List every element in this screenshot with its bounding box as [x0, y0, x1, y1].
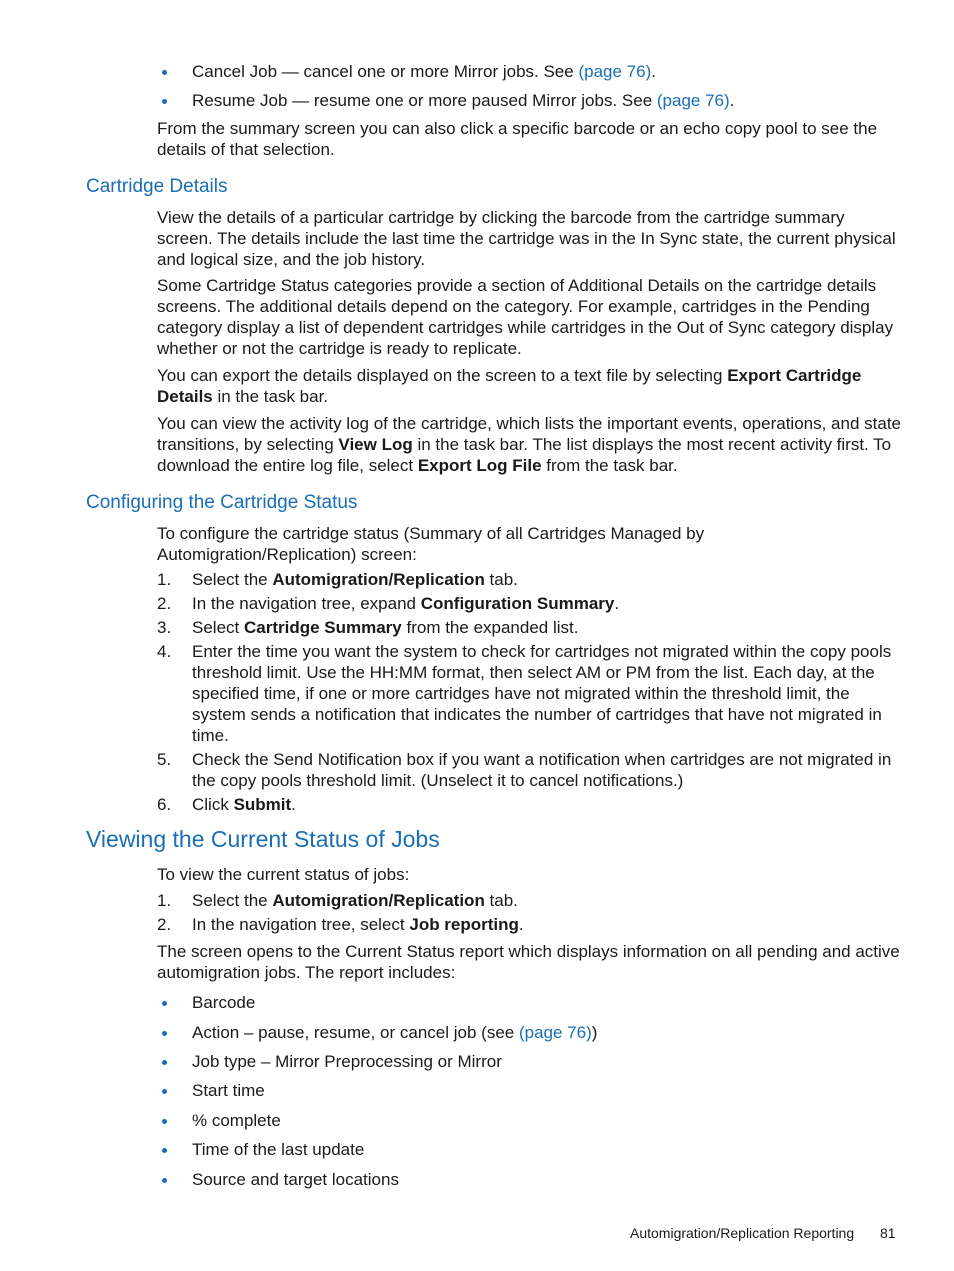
- text: Select the: [192, 891, 273, 910]
- text: Enter the time you want the system to check for cartridges not migrated within the copy pools threshold limit. Use the HH:MM format, then select AM or PM from the list. Each day, at the specified time, if one or more cartridges have not migrated within the threshold limit, the system sends a notification that indicates the number of cartridges that have not migrated in time.: [192, 642, 892, 745]
- list-item-text: .: [729, 91, 735, 110]
- text: In the navigation tree, select: [192, 915, 410, 934]
- list-item: [192, 1139, 364, 1160]
- page-link[interactable]: (page 76): [656, 91, 730, 110]
- bullet-icon: [162, 1119, 167, 1124]
- step-number: 2.: [157, 594, 172, 613]
- paragraph: View the details of a particular cartridge by clicking the barcode from the cartridge summary screen. The details include the last time the cartridge was in the In Sync state, the current physical and logical size, and the job history.: [157, 208, 896, 269]
- list-item-text: Source and target locations: [192, 1170, 399, 1189]
- section-heading-viewing-jobs: Viewing the Current Status of Jobs: [86, 826, 440, 852]
- paragraph: Some Cartridge Status categories provide a section of Additional Details on the cartridge details screens. The additional details depend on the category. For example, cartridges in the Pending category display a list of dependent cartridges while cartridges in the Out of Sync category display whether or not the cartridge is ready to replicate.: [157, 276, 894, 358]
- text: in the task bar.: [212, 387, 329, 406]
- step-text: [192, 890, 902, 911]
- paragraph: [157, 365, 902, 407]
- ui-term: Export Log File: [417, 456, 542, 475]
- ui-term: Submit: [233, 795, 292, 814]
- ui-term: Cartridge Summary: [243, 618, 402, 637]
- list-item: [192, 1080, 265, 1101]
- text: .: [291, 795, 296, 814]
- step-text: [192, 593, 902, 614]
- bullet-icon: [162, 1031, 167, 1036]
- text: .: [518, 915, 524, 934]
- step-text: [192, 794, 902, 815]
- step-number: 4.: [157, 642, 172, 661]
- page-number: 81: [880, 1225, 896, 1241]
- paragraph: To configure the cartridge status (Summary of all Cartridges Managed by Automigration/Replication) screen:: [157, 524, 705, 564]
- bullet-icon: [162, 1001, 167, 1006]
- section-heading-cartridge-details: Cartridge Details: [86, 176, 228, 197]
- list-item-text: % complete: [192, 1111, 281, 1130]
- list-item-text: Start time: [192, 1081, 265, 1100]
- ui-term: Job reporting: [409, 915, 519, 934]
- list-item: [192, 1110, 281, 1131]
- ui-term: Automigration/Replication: [272, 570, 485, 589]
- section-heading-configuring: Configuring the Cartridge Status: [86, 492, 358, 513]
- step-number: 6.: [157, 795, 172, 814]
- list-item-text: Action – pause, resume, or cancel job (see: [192, 1023, 519, 1042]
- page-link[interactable]: (page 76): [578, 62, 652, 81]
- summary-paragraph: From the summary screen you can also click a specific barcode or an echo copy pool to see the details of that selection.: [157, 119, 878, 159]
- text: You can view the activity log of the cartridge, which lists the important events, operations, and state transitions, by selecting: [157, 414, 901, 454]
- ui-term: Automigration/Replication: [272, 891, 485, 910]
- step-number: 1.: [157, 891, 172, 910]
- text: In the navigation tree, expand: [192, 594, 421, 613]
- step-text: [192, 914, 902, 935]
- text: Select the: [192, 570, 273, 589]
- step-number: 3.: [157, 618, 172, 637]
- list-item: [192, 1169, 399, 1190]
- text: from the task bar.: [541, 456, 678, 475]
- text: Click: [192, 795, 234, 814]
- list-item-text: Job type – Mirror Preprocessing or Mirror: [192, 1052, 502, 1071]
- paragraph: To view the current status of jobs:: [157, 865, 410, 884]
- list-item-text: Resume Job — resume one or more paused Mirror jobs. See: [192, 91, 657, 110]
- text: You can export the details displayed on the screen to a text file by selecting: [157, 366, 728, 385]
- step-number: 1.: [157, 570, 172, 589]
- text: Check the Send Notification box if you want a notification when cartridges are not migrated in the copy pools threshold limit. (Unselect it to cancel notifications.): [192, 750, 892, 790]
- text: in the task bar. The list displays the most recent activity first. To download the entire log file, select: [157, 435, 892, 475]
- ui-term: Export Cartridge Details: [157, 366, 862, 406]
- text: tab.: [484, 570, 518, 589]
- bullet-icon: [162, 70, 167, 75]
- list-item: [192, 90, 734, 111]
- bullet-icon: [162, 99, 167, 104]
- bullet-icon: [162, 1178, 167, 1183]
- text: Select: [192, 618, 244, 637]
- step-text: [192, 617, 902, 638]
- step-text: [192, 569, 902, 590]
- step-text: [192, 749, 902, 791]
- list-item-text: ): [591, 1023, 598, 1042]
- bullet-icon: [162, 1089, 167, 1094]
- list-item-text: Cancel Job — cancel one or more Mirror jobs. See: [192, 62, 579, 81]
- text: from the expanded list.: [401, 618, 579, 637]
- list-item-text: .: [651, 62, 656, 81]
- step-number: 5.: [157, 750, 172, 769]
- ui-term: View Log: [338, 435, 413, 454]
- list-item: [192, 1022, 597, 1043]
- list-item: [192, 61, 656, 82]
- text: .: [614, 594, 620, 613]
- footer-section-title: Automigration/Replication Reporting: [630, 1225, 855, 1241]
- text: tab.: [484, 891, 518, 910]
- paragraph: The screen opens to the Current Status report which displays information on all pending and active automigration jobs. The report includes:: [157, 942, 900, 982]
- page-link[interactable]: (page 76): [518, 1023, 592, 1042]
- list-item-text: Time of the last update: [192, 1140, 365, 1159]
- list-item: [192, 992, 255, 1013]
- list-item: [192, 1051, 502, 1072]
- bullet-icon: [162, 1148, 167, 1153]
- list-item-text: Barcode: [192, 993, 256, 1012]
- bullet-icon: [162, 1060, 167, 1065]
- ui-term: Configuration Summary: [420, 594, 615, 613]
- step-number: 2.: [157, 915, 172, 934]
- paragraph: [157, 413, 902, 476]
- step-text: [192, 641, 902, 746]
